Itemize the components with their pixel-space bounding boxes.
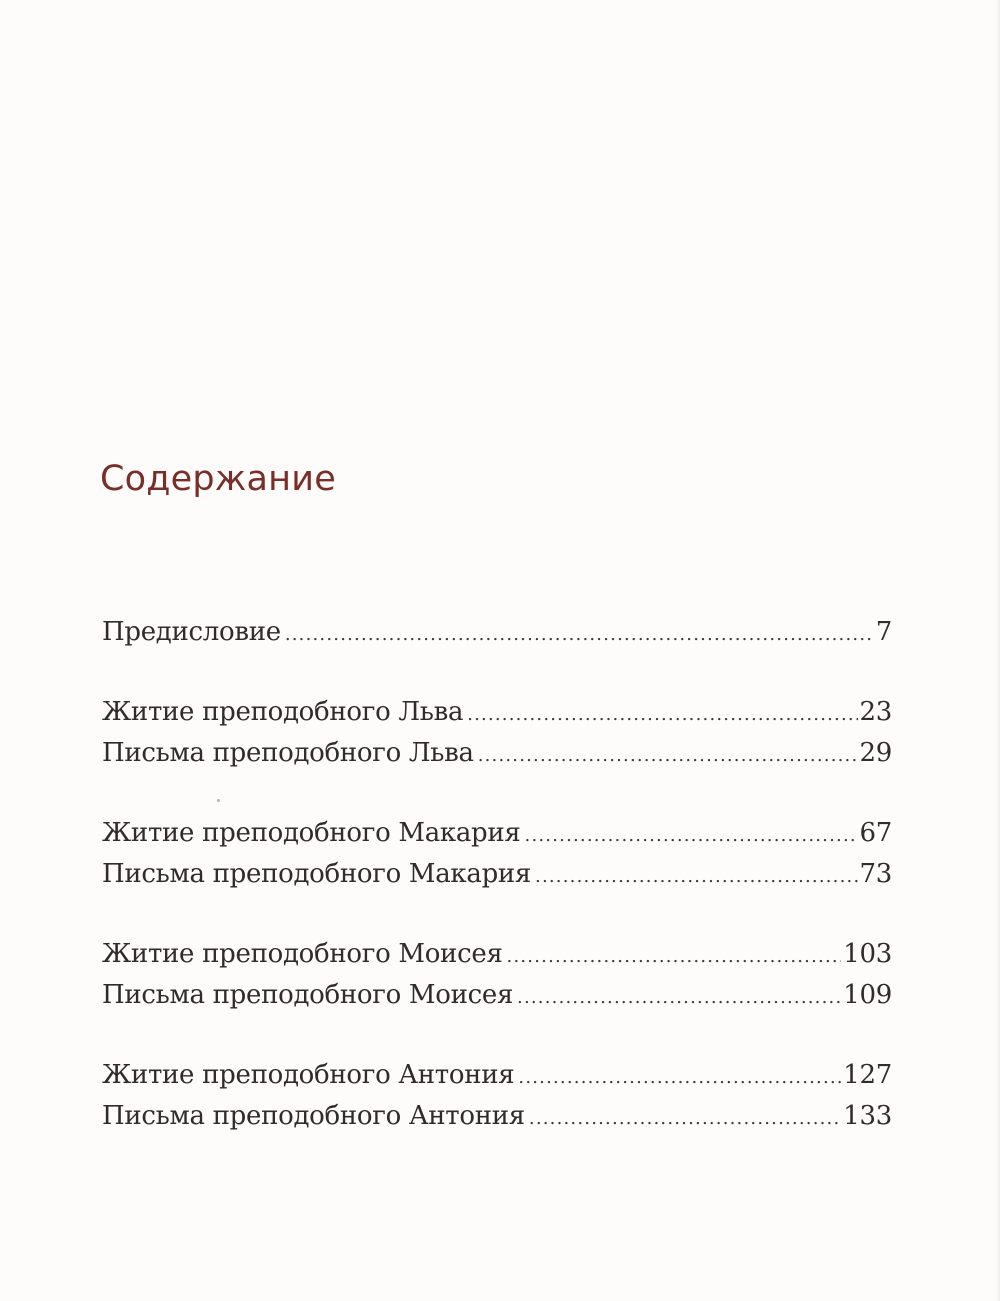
toc-entry[interactable] [102, 854, 892, 895]
toc-group-antoniy [102, 1055, 892, 1137]
dot-leader [285, 614, 874, 655]
toc-group-lev [102, 692, 892, 774]
dot-leader [507, 936, 842, 977]
toc-entry-page: 103 [843, 939, 892, 969]
toc-entry-page: 29 [859, 738, 892, 768]
page-title: Содержание [100, 459, 336, 499]
toc-entry[interactable] [102, 733, 892, 774]
toc-entry[interactable] [102, 612, 892, 653]
toc-entry[interactable] [102, 975, 892, 1016]
toc-entry-label: Житие преподобного Макария [102, 818, 521, 848]
toc-entry-page: 127 [843, 1060, 892, 1090]
toc-entry-label: Житие преподобного Моисея [102, 939, 503, 969]
page-edge-shadow [996, 0, 1000, 1301]
toc-entry[interactable] [102, 1096, 892, 1137]
toc-entry-label: Предисловие [102, 617, 281, 647]
toc-entry-label: Житие преподобного Антония [102, 1060, 515, 1090]
toc-entry-page: 67 [859, 818, 892, 848]
toc-entry-page: 109 [843, 980, 892, 1010]
dot-leader [518, 1057, 841, 1098]
dot-leader [525, 815, 858, 856]
dot-leader [529, 1098, 841, 1139]
dot-leader [535, 856, 857, 897]
dot-leader [478, 735, 858, 776]
toc-entry-page: 23 [859, 697, 892, 727]
toc-entry-page: 73 [859, 859, 892, 889]
toc-entry-page: 133 [843, 1101, 892, 1131]
toc-entry-label: Письма преподобного Макария [102, 859, 532, 889]
dot-leader [467, 694, 857, 735]
toc-entry-label: Житие преподобного Льва [102, 697, 464, 727]
toc-entry[interactable] [102, 692, 892, 733]
toc-group-preface [102, 612, 892, 653]
toc-entry-page: 7 [875, 617, 892, 647]
toc-entry-label: Письма преподобного Антония [102, 1101, 525, 1131]
toc-group-moisey [102, 934, 892, 1016]
toc-entry-label: Письма преподобного Моисея [102, 980, 514, 1010]
paper-speck [217, 799, 220, 802]
table-of-contents [102, 612, 892, 1176]
toc-entry[interactable] [102, 813, 892, 854]
toc-group-makariy [102, 813, 892, 895]
toc-entry[interactable] [102, 1055, 892, 1096]
toc-entry[interactable] [102, 934, 892, 975]
toc-entry-label: Письма преподобного Льва [102, 738, 474, 768]
dot-leader [517, 977, 841, 1018]
